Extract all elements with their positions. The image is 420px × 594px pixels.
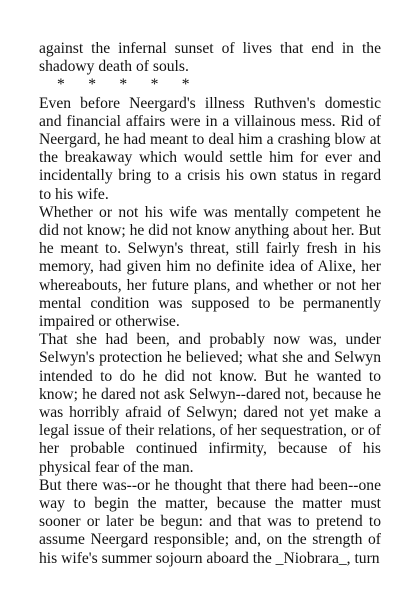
- paragraph-3: Whether or not his wife was mentally competent he did not know; he did not know anything about her. But he meant to. Selwyn's threat, still fairly fresh in his memory, had given him no definite idea of Alixe, her whereabouts, her future plans, and whether or not her mental condition was supposed to be permanently impaired or otherwise.: [39, 203, 381, 331]
- paragraph-1: against the infernal sunset of lives that end in the shadowy death of souls.: [39, 40, 381, 76]
- section-break: * * * * *: [57, 76, 190, 94]
- paragraph-2: Even before Neergard's illness Ruthven's domestic and financial affairs were in a villainous mess. Rid of Neergard, he had meant to deal him a crashing blow at the breakaway which would settle him for ever and incidentally bring to a crisis his own status in regard to his wife.: [39, 94, 381, 203]
- paragraph-4: That she had been, and probably now was, under Selwyn's protection he believed; what she and Selwyn intended to do he did not know. But he wanted to know; he dared not ask Selwyn--dared not, because he was horribly afraid of Selwyn; dared not yet make a legal issue of their relations, of her sequestration, or of her probable continued infirmity, because of his physical fear of the man.: [39, 331, 381, 476]
- document-page: [39, 40, 381, 568]
- paragraph-5: But there was--or he thought that there had been--one way to begin the matter, because the matter must sooner or later be begun: and that was to pretend to assume Neergard responsible; and, on the strength of his wife's summer sojourn aboard the _Niobrara_, turn: [39, 476, 381, 567]
